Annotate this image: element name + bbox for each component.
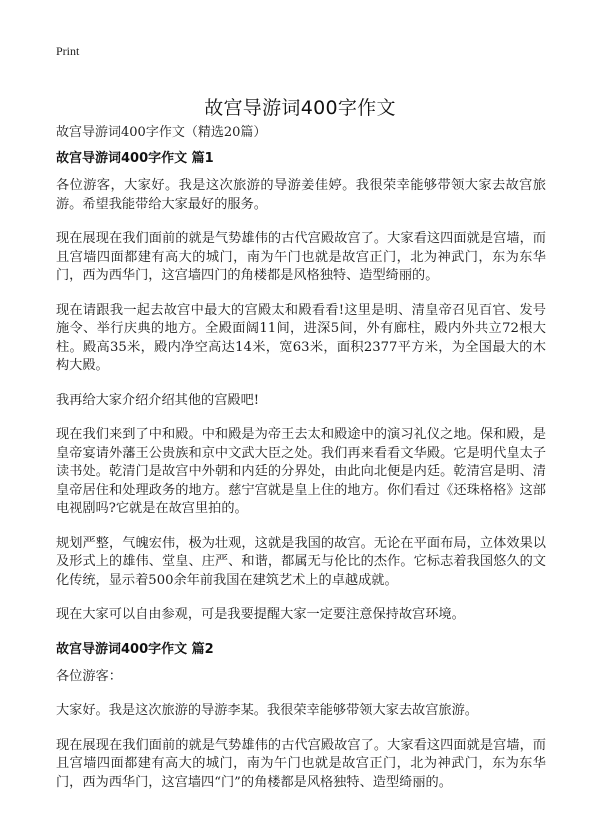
paragraph: 现在展现在我们面前的就是气势雄伟的古代宫殿故宫了。大家看这四面就是宫墙，而且宫墙四面都建有高大的城门，南为午门也就是故宫正门，北为神武门，东为东华门，西为西华门，这宫墙四“门”的角楼都是风格独特、造型绮丽的。: [56, 737, 546, 790]
section-heading: 故宫导游词400字作文 篇1: [56, 151, 214, 166]
section-heading: 故宫导游词400字作文 篇2: [56, 641, 214, 657]
print-label[interactable]: Print: [56, 44, 80, 58]
document-title: 故宫导游词400字作文: [204, 96, 396, 119]
paragraph: 我再给大家介绍介绍其他的宫殿吧!: [56, 392, 260, 408]
paragraph: 大家好。我是这次旅游的导游李某。我很荣幸能够带领大家去故宫旅游。: [56, 703, 478, 718]
section-2: [56, 641, 546, 793]
paragraph: 各位游客：: [56, 668, 122, 684]
paragraph: 现在展现在我们面前的就是气势雄伟的古代宫殿故宫了。大家看这四面就是宫墙，而且宫墙四面都建有高大的城门，南为午门也就是故宫正门，北为神武门，东为东华门，西为西华门，这宫墙四门的角楼都是风格独特、造型绮丽的。: [56, 231, 546, 283]
paragraph: 现在我们来到了中和殿。中和殿是为帝王去太和殿途中的演习礼仪之地。保和殿，是皇帝宴请外藩王公贵族和京中文武大臣之处。我们再来看看文华殿。它是明代皇太子读书处。乾清门是故宫中外朝和内廷的分界处，由此向北便是内廷。乾清宫是明、清皇帝居住和处理政务的地方。慈宁宫就是皇上住的地方。你们看过《还珠格格》这部电视剧吗?它就是在故宫里拍的。: [56, 427, 546, 516]
paragraph: 现在请跟我一起去故宫中最大的宫殿太和殿看看!这里是明、清皇帝召见百官、发号施令、举行庆典的地方。全殿面阔11间，进深5间，外有廊柱，殿内外共立72根大柱。殿高35米，殿内净空高达14米，宽63米，面积2377平方米，为全国最大的木构大殿。: [56, 302, 546, 373]
paragraph: 规划严整，气魄宏伟，极为壮观，这就是我国的故宫。无论在平面布局，立体效果以及形式上的雄伟、堂皇、庄严、和谐，都属无与伦比的杰作。它标志着我国悠久的文化传统，显示着500余年前我国在建筑艺术上的卓越成就。: [56, 535, 546, 588]
article-body: [56, 150, 546, 808]
document-subtitle: 故宫导游词400字作文（精选20篇）: [56, 125, 267, 140]
paragraph: 现在大家可以自由参观，可是我要提醒大家一定要注意保持故宫环境。: [56, 607, 465, 622]
section-1: [56, 150, 546, 625]
paragraph: 各位游客，大家好。我是这次旅游的导游姜佳婷。我很荣幸能够带领大家去故宫旅游。希望我能带给大家最好的服务。: [56, 178, 546, 212]
